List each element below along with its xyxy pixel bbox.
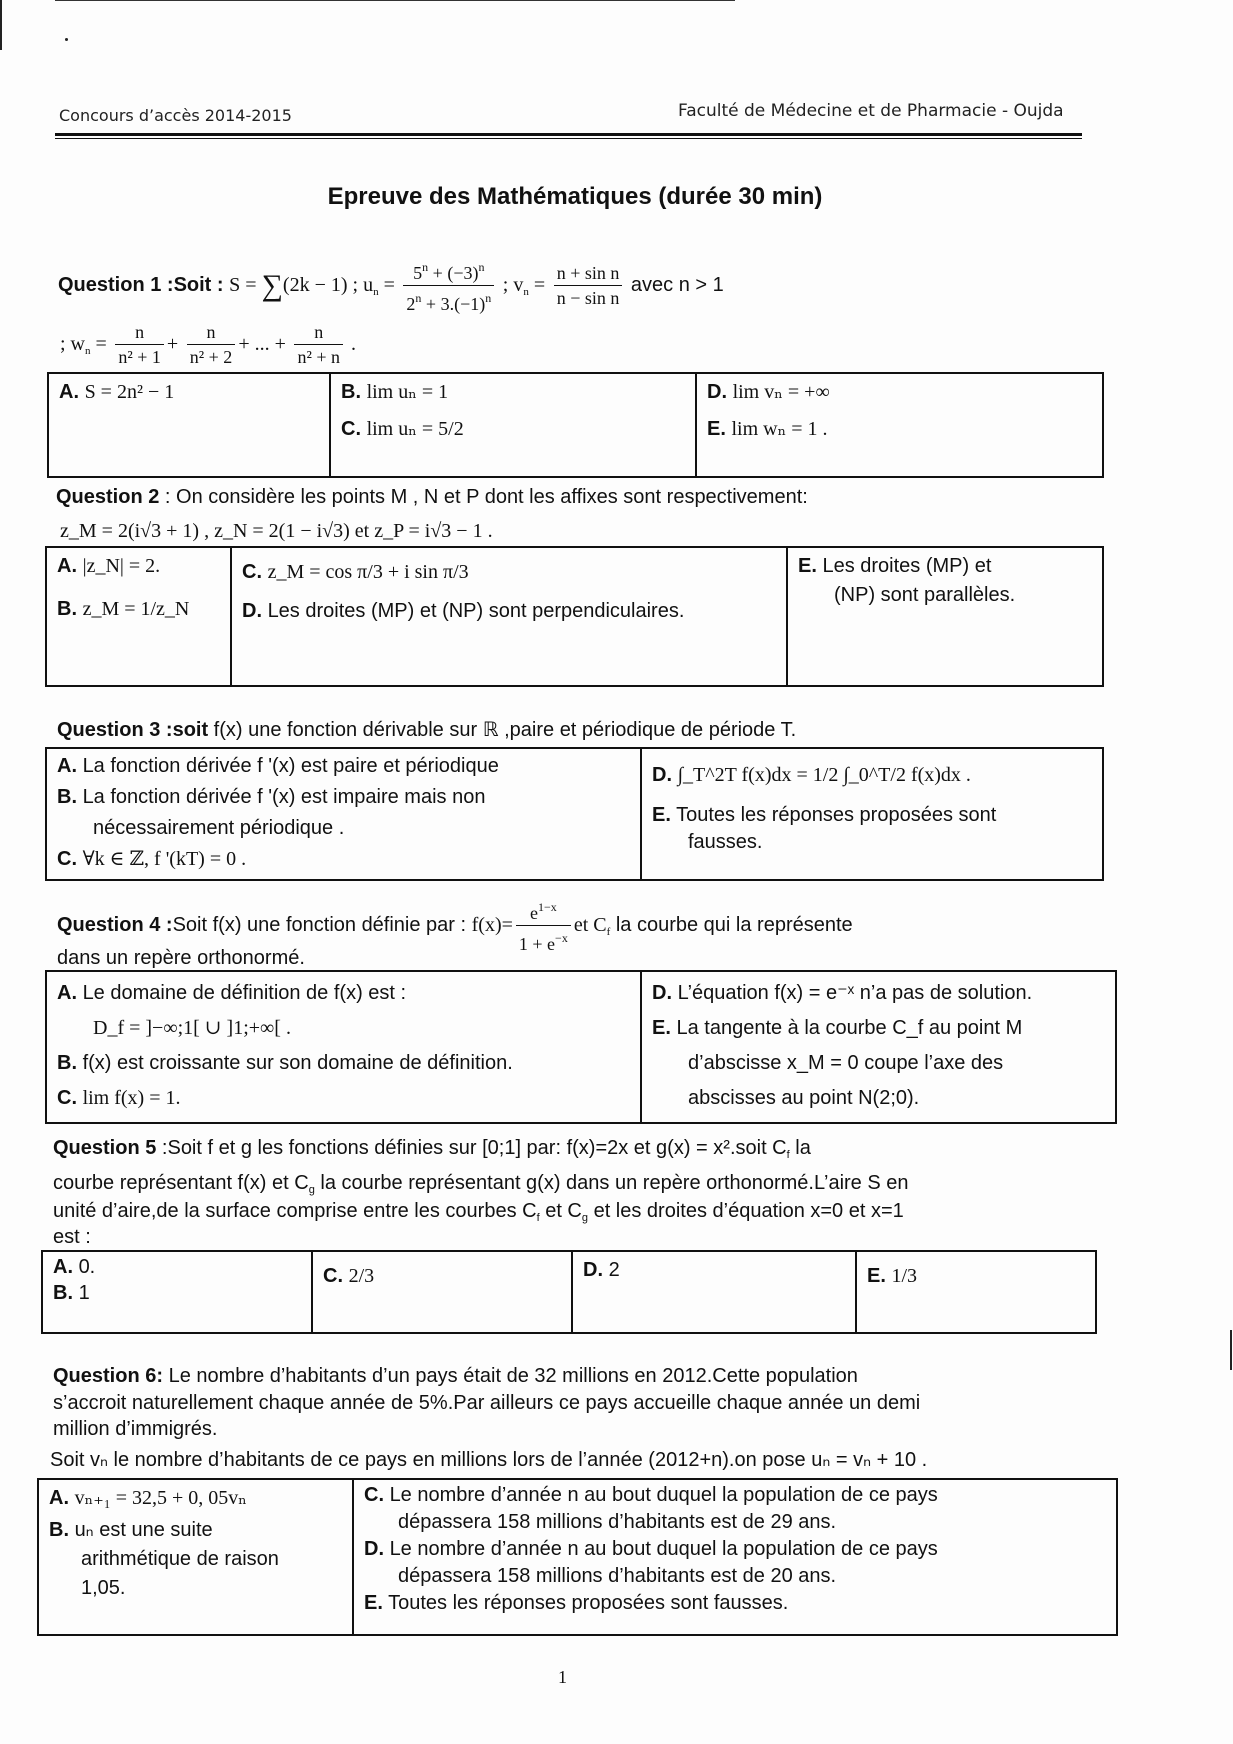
q4-option-c[interactable]: C. lim f(x) = 1. bbox=[57, 1087, 181, 1109]
q5-option-d[interactable]: D. 2 bbox=[572, 1251, 856, 1333]
q2-statement: Question 2 : On considère les points M , N et P dont les affixes sont respectivement: bbox=[56, 486, 808, 508]
q1-option-e[interactable]: E. lim wₙ = 1 . bbox=[707, 418, 828, 440]
top-border-line bbox=[55, 0, 735, 1]
q5-option-c[interactable]: C. 2/3 bbox=[312, 1251, 572, 1333]
q1-w-definition: ; $w_n$ = $\frac{n}{\text{n² + 1}}$ + $\frac{n}{\text{n² + 2}}$ + ... + $\frac{n}{\text{n² + n}}$ . bbox=[60, 322, 356, 367]
q6-statement-1: Question 6: Le nombre d’habitants d’un pays était de 32 millions en 2012.Cette population bbox=[53, 1365, 858, 1387]
q2-option-b[interactable]: B. z_M = 1/z_N bbox=[57, 598, 190, 620]
q3-answers bbox=[45, 747, 1104, 881]
q3-label: Question 3 :soit bbox=[57, 719, 209, 741]
q4-statement-cont: dans un repère orthonormé. bbox=[57, 947, 305, 969]
header-faculty: Faculté de Médecine et de Pharmacie - Oujda bbox=[678, 101, 1064, 121]
q3-statement: Question 3 :soit f(x) une fonction dérivable sur ℝ ,paire et périodique de période T. bbox=[57, 719, 797, 741]
q6-answers bbox=[37, 1478, 1118, 1636]
q6-option-b[interactable]: B. uₙ est une suite arithmétique de raison 1,05. bbox=[49, 1519, 279, 1599]
q5-statement-4: est : bbox=[53, 1226, 91, 1248]
q2-option-e[interactable]: E. Les droites (MP) et (NP) sont parallèles. bbox=[787, 547, 1103, 686]
q1-answers bbox=[47, 372, 1104, 478]
q3-option-e[interactable]: E. Toutes les réponses proposées sont fausses. bbox=[652, 804, 997, 853]
q2-affixes: z_M = 2(i√3 + 1) , z_N = 2(1 − i√3) et z_P = i√3 − 1 . bbox=[60, 520, 493, 542]
q6-option-d[interactable]: D. Le nombre d’année n au bout duquel la population de ce pays dépassera 158 millions d’habitants est de 20 ans. bbox=[364, 1538, 938, 1587]
q2-option-c[interactable]: C. z_M = cos π/3 + i sin π/3 bbox=[242, 561, 469, 583]
q4-option-b[interactable]: B. f(x) est croissante sur son domaine de définition. bbox=[57, 1052, 513, 1074]
q6-statement-4: Soit vₙ le nombre d’habitants de ce pays en millions lors de l’année (2012+n).on pose uₙ = vₙ + 10 . bbox=[50, 1449, 928, 1471]
q6-label: Question 6: bbox=[53, 1365, 164, 1387]
q3-options-de bbox=[641, 748, 1103, 880]
q1-options-bc bbox=[330, 373, 696, 477]
q3-options-abc bbox=[46, 748, 641, 880]
scan-dot bbox=[65, 38, 68, 41]
q3-option-d[interactable]: D. ∫_T^2T f(x)dx = 1/2 ∫_0^T/2 f(x)dx . bbox=[652, 764, 971, 786]
q6-statement-3: million d’immigrés. bbox=[53, 1418, 218, 1440]
right-edge-mark bbox=[1230, 1330, 1232, 1370]
page-title: Epreuve des Mathématiques (durée 30 min) bbox=[327, 183, 823, 210]
q1-options-de bbox=[696, 373, 1103, 477]
q2-options-ab bbox=[46, 547, 231, 686]
q5-label: Question 5 bbox=[53, 1137, 157, 1159]
header-rule-thin bbox=[55, 138, 1082, 139]
q5-statement-2: courbe représentant f(x) et $C_g$ la courbe représentant g(x) dans un repère orthonormé.L’aire S en bbox=[53, 1172, 909, 1196]
q4-option-d[interactable]: D. L’équation f(x) = e⁻ˣ n’a pas de solution. bbox=[652, 982, 1033, 1004]
q6-option-a[interactable]: A. vₙ₊₁ = 32,5 + 0, 05vₙ bbox=[49, 1487, 247, 1509]
q5-option-e[interactable]: E. 1/3 bbox=[856, 1251, 1096, 1333]
q5-options-ab bbox=[42, 1251, 312, 1333]
q2-options-cd bbox=[231, 547, 787, 686]
q1-statement: Question 1 :Soit : S = ∑(2k − 1) ; $u_n$ = $\frac{5^n + (-3)^n}{2^n + 3.(-1)^n}$ ; $v_n$ = $\frac{\text{n + sin n}}{\text{n − sin n}}$ avec n > 1 bbox=[58, 255, 724, 316]
q1-option-c[interactable]: C. lim uₙ = 5/2 bbox=[341, 418, 464, 440]
q4-statement: Question 4 :Soit f(x) une fonction définie par : f(x)= $\frac{e^{1-x}}{1 + e^{-x}}$ et $C_f$ la courbe qui la représente bbox=[57, 895, 853, 956]
q5-statement-1: Question 5 :Soit f et g les fonctions définies sur [0;1] par: f(x)=2x et g(x) = x².soit $C_f$ la bbox=[53, 1137, 811, 1161]
q2-label: Question 2 bbox=[56, 486, 160, 508]
q6-options-ab bbox=[38, 1479, 353, 1635]
q2-answers bbox=[45, 546, 1104, 687]
header-rule bbox=[55, 133, 1082, 136]
q5-option-a[interactable]: A. 0. bbox=[53, 1256, 96, 1278]
q4-option-e[interactable]: E. La tangente à la courbe C_f au point M d’abscisse x_M = 0 coupe l’axe des abscisses au point N(2;0). bbox=[652, 1017, 1023, 1109]
q2-option-a[interactable]: A. |z_N| = 2. bbox=[57, 555, 161, 577]
q3-option-c[interactable]: C. ∀k ∈ ℤ, f '(kT) = 0 . bbox=[57, 848, 247, 870]
q4-answers bbox=[45, 970, 1117, 1124]
q4-options-abc bbox=[46, 971, 641, 1123]
q3-option-a[interactable]: A. La fonction dérivée f '(x) est paire et périodique bbox=[57, 755, 499, 777]
q1-label: Question 1 :Soit : bbox=[58, 273, 224, 296]
q1-avec: avec n > 1 bbox=[630, 273, 724, 296]
q6-options-cde bbox=[353, 1479, 1117, 1635]
q5-statement-3: unité d’aire,de la surface comprise entre les courbes $C_f$ et $C_g$ et les droites d’équation x=0 et x=1 bbox=[53, 1200, 904, 1224]
q1-option-b[interactable]: B. lim uₙ = 1 bbox=[341, 381, 449, 403]
q5-answers bbox=[41, 1250, 1097, 1334]
q6-option-c[interactable]: C. Le nombre d’année n au bout duquel la population de ce pays dépassera 158 millions d’habitants est de 29 ans. bbox=[364, 1484, 938, 1533]
q6-statement-2: s’accroit naturellement chaque année de 5%.Par ailleurs ce pays accueille chaque année un demi bbox=[53, 1392, 921, 1414]
header-contest: Concours d’accès 2014-2015 bbox=[59, 106, 292, 125]
q5-option-b[interactable]: B. 1 bbox=[53, 1282, 90, 1304]
q4-option-a[interactable]: A. Le domaine de définition de f(x) est : D_f = ]−∞;1[ ∪ ]1;+∞[ . bbox=[57, 982, 407, 1039]
q2-option-d[interactable]: D. Les droites (MP) et (NP) sont perpendiculaires. bbox=[242, 600, 685, 622]
page-number: 1 bbox=[558, 1667, 567, 1687]
q1-option-a[interactable]: A. S = 2n² − 1 bbox=[48, 373, 330, 477]
q4-label: Question 4 : bbox=[57, 913, 173, 936]
q4-options-de bbox=[641, 971, 1116, 1123]
q3-option-b[interactable]: B. La fonction dérivée f '(x) est impaire mais non nécessairement périodique . bbox=[57, 786, 486, 839]
q6-option-e[interactable]: E. Toutes les réponses proposées sont fausses. bbox=[364, 1592, 789, 1614]
q1-option-d[interactable]: D. lim vₙ = +∞ bbox=[707, 381, 830, 403]
left-edge-mark bbox=[0, 0, 2, 50]
